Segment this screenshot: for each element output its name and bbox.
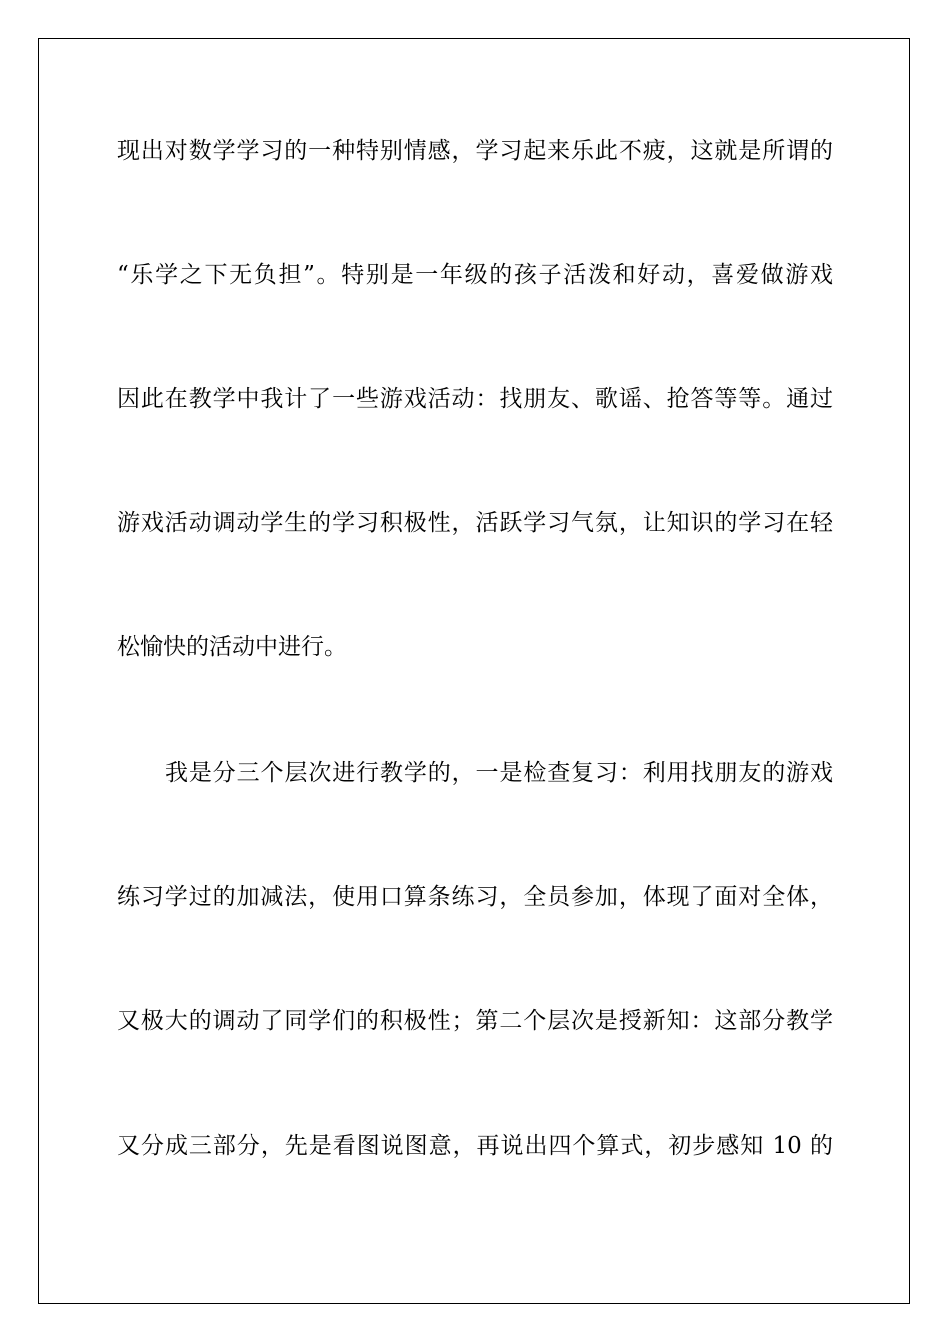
page-border (38, 38, 910, 1304)
text-line: “乐学之下无负担”。特别是一年级的孩子活泼和好动，喜爱做游戏 (117, 262, 833, 288)
text-line: 练习学过的加减法，使用口算条练习，全员参加，体现了面对全体， (117, 884, 833, 910)
text-line: 游戏活动调动学生的学习积极性，活跃学习气氛，让知识的学习在轻 (117, 510, 833, 536)
text-line: 又极大的调动了同学们的积极性；第二个层次是授新知：这部分教学 (117, 1008, 833, 1034)
text-line: 因此在教学中我计了一些游戏活动：找朋友、歌谣、抢答等等。通过 (117, 386, 833, 412)
text-line: 又分成三部分，先是看图说图意，再说出四个算式，初步感知 10 的 (117, 1133, 833, 1159)
text-line: 现出对数学学习的一种特别情感，学习起来乐此不疲，这就是所谓的 (117, 138, 833, 164)
text-line: 我是分三个层次进行教学的，一是检查复习：利用找朋友的游戏 (165, 760, 833, 786)
text-line: 松愉快的活动中进行。 (117, 634, 347, 660)
